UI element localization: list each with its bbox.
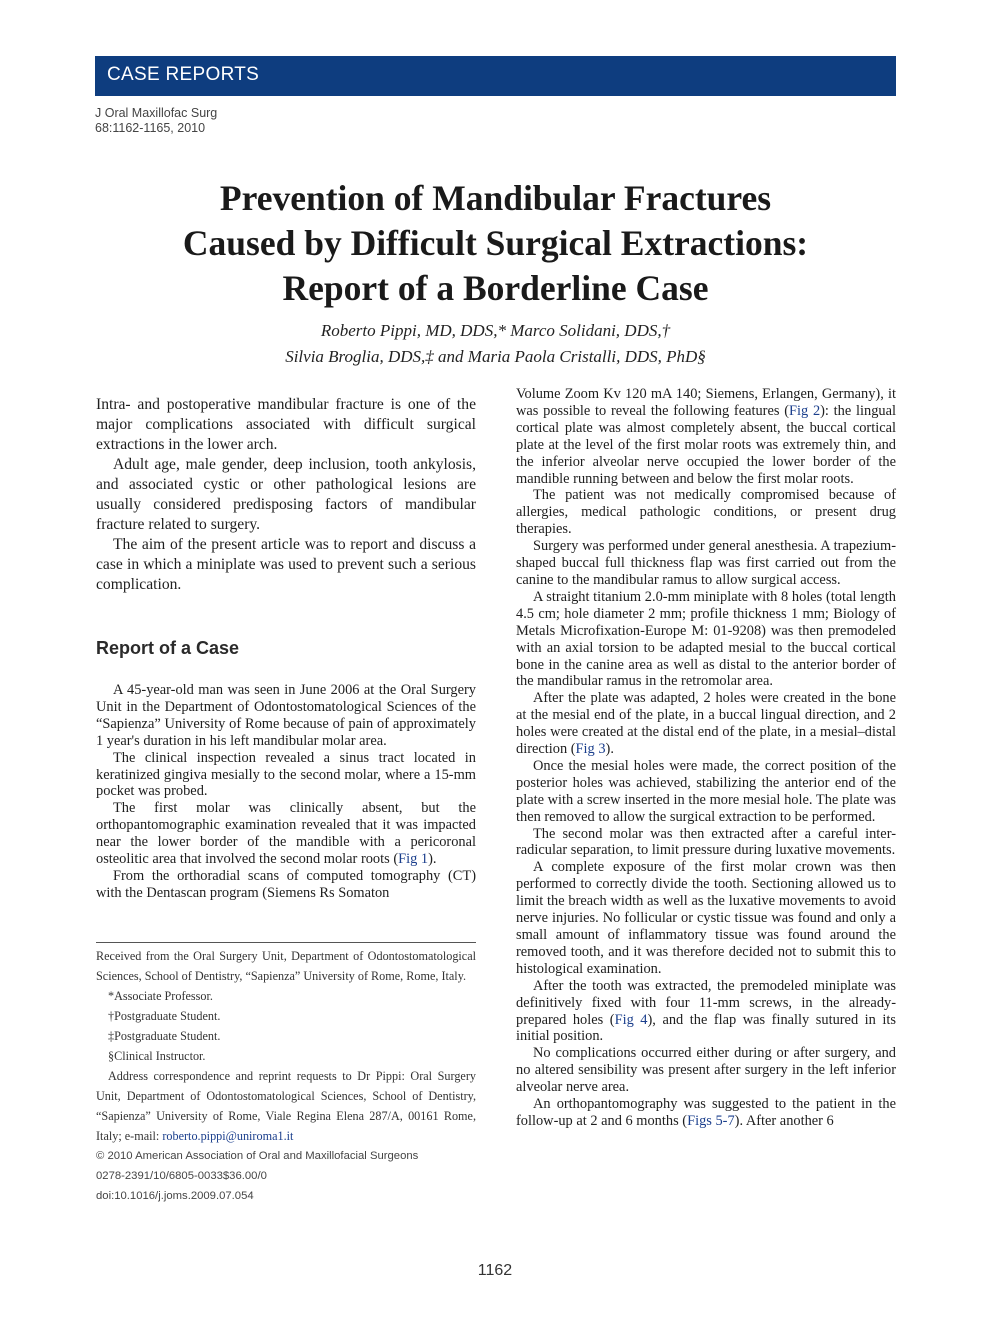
abstract-paragraph: Adult age, male gender, deep inclusion, tooth ankylosis, and associated cystic or other pathological lesions are usually considered predisposing factors of mandibular fracture related to surgery. (96, 456, 476, 533)
paragraph-text: ). After another 6 (734, 1112, 834, 1129)
section-banner (95, 56, 896, 96)
copyright-line: © 2010 American Association of Oral and Maxillofacial Surgeons (96, 1150, 419, 1162)
journal-name: J Oral Maxillofac Surg (95, 106, 218, 120)
journal-citation (95, 106, 217, 136)
right-column (516, 386, 896, 1130)
paragraph-text: After the tooth was extracted, the premodeled miniplate was definitively fixed with four 11-mm screws, in the already-prepared holes ( (516, 977, 896, 1028)
author-note: §Clinical Instructor. (108, 1049, 206, 1063)
abstract (96, 395, 476, 595)
footnotes (96, 946, 476, 1206)
left-column (96, 395, 476, 595)
author-note: †Postgraduate Student. (108, 1009, 221, 1023)
paragraph-text: ): the lingual cortical plate was almost completely absent, the buccal cortical plate at the level of the first molar roots was extremely thin, and the inferior alveolar nerve occupied the lower border of the mandible running between and below the first molar roots. (516, 402, 896, 487)
section-label: CASE REPORTS (107, 64, 260, 85)
author-note: *Associate Professor. (108, 989, 213, 1003)
doi-line: doi:10.1016/j.joms.2009.07.054 (96, 1190, 254, 1202)
figure-link[interactable]: Fig 4 (614, 1011, 648, 1028)
paragraph-text: ). (605, 741, 614, 758)
figure-link[interactable]: Fig 2 (789, 402, 821, 419)
abstract-paragraph: The aim of the present article was to report and discuss a case in which a miniplate was used to prevent such a serious complication. (96, 536, 476, 593)
paragraph-text: Volume Zoom Kv 120 mA 140; Siemens, Erlangen, Germany), it was possible to reveal the following features ( (516, 386, 896, 419)
author-line: Roberto Pippi, MD, DDS,* Marco Solidani, DDS,† (320, 321, 671, 340)
body-paragraph: A straight titanium 2.0-mm miniplate with 8 holes (total length 4.5 cm; hole diameter 2 mm; profile thickness 1 mm; Biology of Metals Microfixation-Europe M: 01-9208) was then premodeled with an axial torsion to be adapted mesial to the buccal cortical bone in the canine area as well as distal to the anterior border of the mandibular ramus in the retromolar area. (516, 588, 896, 690)
body-paragraph: The clinical inspection revealed a sinus tract located in keratinized gingiva mesially to the second molar, where a 15-mm pocket was probed. (96, 749, 476, 800)
footnote-divider (96, 942, 476, 943)
body-paragraph: From the orthoradial scans of computed tomography (CT) with the Dentascan program (Siemens Rs Somaton (96, 867, 476, 901)
page-number: 1162 (477, 1262, 513, 1279)
title-line: Prevention of Mandibular Fractures (219, 178, 772, 218)
correspondence-text: Address correspondence and reprint requests to Dr Pippi: Oral Surgery Unit, Department of Odontostomatological Sciences, School of Dentistry, “Sapienza” University of Rome, Viale Regina Elena 287/A, 00161 Rome, Italy; e-mail: (96, 1069, 476, 1143)
author-line: Silvia Broglia, DDS,‡ and Maria Paola Cristalli, DDS, PhD§ (285, 347, 706, 366)
author-note: ‡Postgraduate Student. (108, 1029, 221, 1043)
paragraph-text: An orthopantomography was suggested to the patient in the follow-up at 2 and 6 months ( (516, 1096, 896, 1129)
figure-link[interactable]: Figs 5-7 (687, 1112, 735, 1129)
received-note: Received from the Oral Surgery Unit, Department of Odontostomatological Sciences, School of Dentistry, “Sapienza” University of Rome, Rome, Italy. (96, 949, 476, 983)
body-paragraph: The second molar was then extracted after a careful inter-radicular separation, to limit pressure during luxative movements. (516, 825, 896, 859)
issn-line: 0278-2391/10/6805-0033$36.00/0 (96, 1170, 267, 1182)
figure-link[interactable]: Fig 1 (398, 851, 429, 868)
body-paragraph (516, 386, 896, 487)
title-line: Report of a Borderline Case (282, 268, 709, 308)
correspondence-note (96, 1066, 476, 1146)
case-report-left (96, 682, 476, 902)
body-paragraph (96, 800, 476, 868)
body-paragraph: A 45-year-old man was seen in June 2006 at the Oral Surgery Unit in the Department of Odontostomatological Sciences of the “Sapienza” University of Rome because of pain of approximately 1 year's duration in his left mandibular molar area. (96, 682, 476, 749)
figure-link[interactable]: Fig 3 (575, 741, 606, 758)
body-paragraph: No complications occurred either during or after surgery, and no altered sensibility was present after surgery in the left inferior alveolar nerve area. (516, 1045, 896, 1096)
body-paragraph: The patient was not medically compromised because of allergies, medical pathologic conditions, or present drug therapies. (516, 487, 896, 538)
body-paragraph: A complete exposure of the first molar crown was then performed to correctly divide the tooth. Sectioning allowed us to limit the breach width as well as the luxative movements to avoid nerve injuries. No follicular or cystic tissue was found and only a small amount of inflammatory tissue was found around the removed tooth, and it was therefore decided not to submit this to histological examination. (516, 859, 896, 977)
email-link[interactable]: roberto.pippi@uniroma1.it (162, 1129, 294, 1143)
body-paragraph: Once the mesial holes were made, the correct position of the posterior holes was achieved, stabilizing the anterior end of the plate with a screw inserted in the more mesial hole. The plate was then removed to allow the surgical extraction to be performed. (516, 757, 896, 825)
body-paragraph: Surgery was performed under general anesthesia. A trapezium-shaped buccal full thickness flap was first carried out from the canine to the mandibular ramus to allow surgical access. (516, 538, 896, 588)
paragraph-text: The first molar was clinically absent, but the orthopantomographic examination revealed that it was impacted near the lower border of the mandible with a pericoronal osteolitic area that involved the second molar roots ( (96, 800, 476, 868)
title-line: Caused by Difficult Surgical Extractions: (182, 223, 809, 263)
paragraph-text: ), and the flap was finally sutured in its initial position. (516, 1011, 896, 1045)
body-paragraph (516, 690, 896, 758)
body-paragraph (516, 1096, 896, 1130)
paragraph-text: ). (428, 851, 437, 868)
section-heading: Report of a Case (96, 638, 240, 658)
journal-volume: 68:1162-1165, 2010 (95, 121, 206, 135)
abstract-paragraph: Intra- and postoperative mandibular fracture is one of the major complications associated with difficult surgical extractions in the lower arch. (96, 396, 476, 453)
article-title (95, 176, 896, 311)
paragraph-text: After the plate was adapted, 2 holes were created in the bone at the mesial end of the plate, in a buccal lingual direction, and 2 holes were created at the distal end of the plate, in a mesial–distal direction ( (516, 690, 896, 758)
author-list (95, 318, 896, 370)
body-paragraph (516, 978, 896, 1046)
